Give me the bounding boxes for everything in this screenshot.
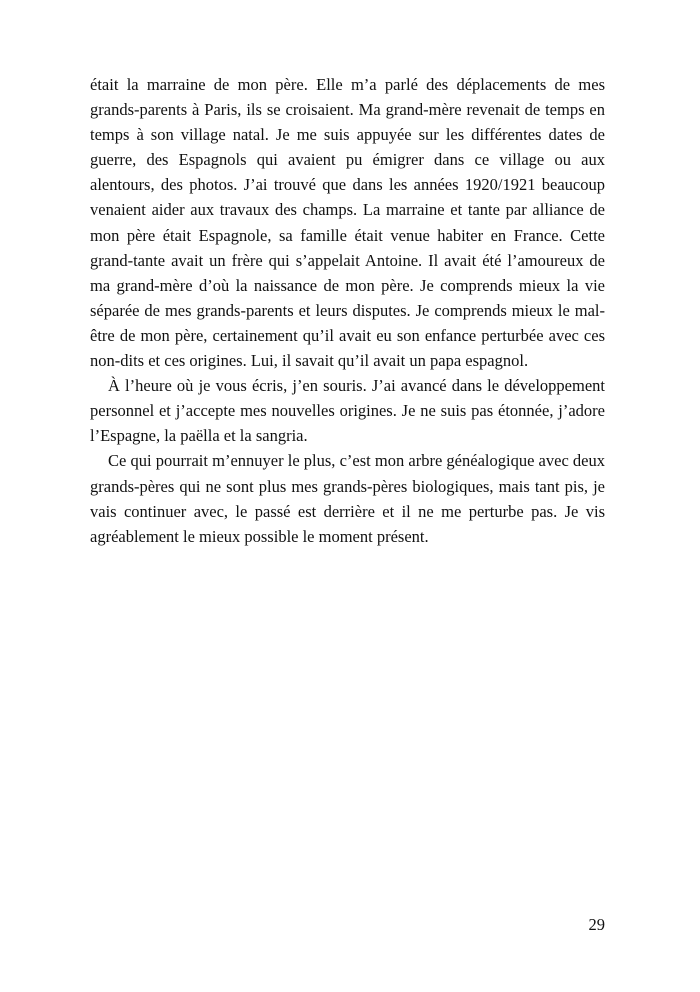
body-text	[90, 72, 605, 549]
paragraph-arbre: Ce qui pourrait m’ennuyer le plus, c’est mon arbre généalogique avec deux grands-pères qui ne sont plus mes grands-pères biologiques, mais tant pis, je vais continuer avec, le passé est derrière et il ne me perturbe pas. Je vis agréablement le mieux possible le moment présent.	[90, 451, 605, 546]
paragraph-heure: À l’heure où je vous écris, j’en souris. J’ai avancé dans le développement personnel et j’accepte mes nouvelles origines. Je ne suis pas étonnée, j’adore l’Espagne, la paëlla et la sangria.	[90, 376, 605, 446]
paragraph-continuation: était la marraine de mon père. Elle m’a parlé des déplacements de mes grands-parents à Paris, ils se croisaient. Ma grand-mère revenait de temps en temps à son village natal. Je me suis appuyée sur les différentes dates de guerre, des Espagnols qui avaient pu émigrer dans ce village ou aux alentours, des photos. J’ai trouvé que dans les années 1920/1921 beaucoup venaient aider aux travaux des champs. La marraine et tante par alliance de mon père était Espagnole, sa famille était venue habiter en France. Cette grand-tante avait un frère qui s’appelait Antoine. Il avait été l’amoureux de ma grand-mère d’où la naissance de mon père. Je comprends mieux la vie séparée de mes grands-parents et leurs disputes. Je comprends mieux le mal-être de mon père, certainement qu’il avait eu son enfance perturbée avec ces non-dits et ces origines. Lui, il savait qu’il avait un papa espagnol.	[90, 75, 605, 371]
page-number: 29	[588, 915, 605, 934]
